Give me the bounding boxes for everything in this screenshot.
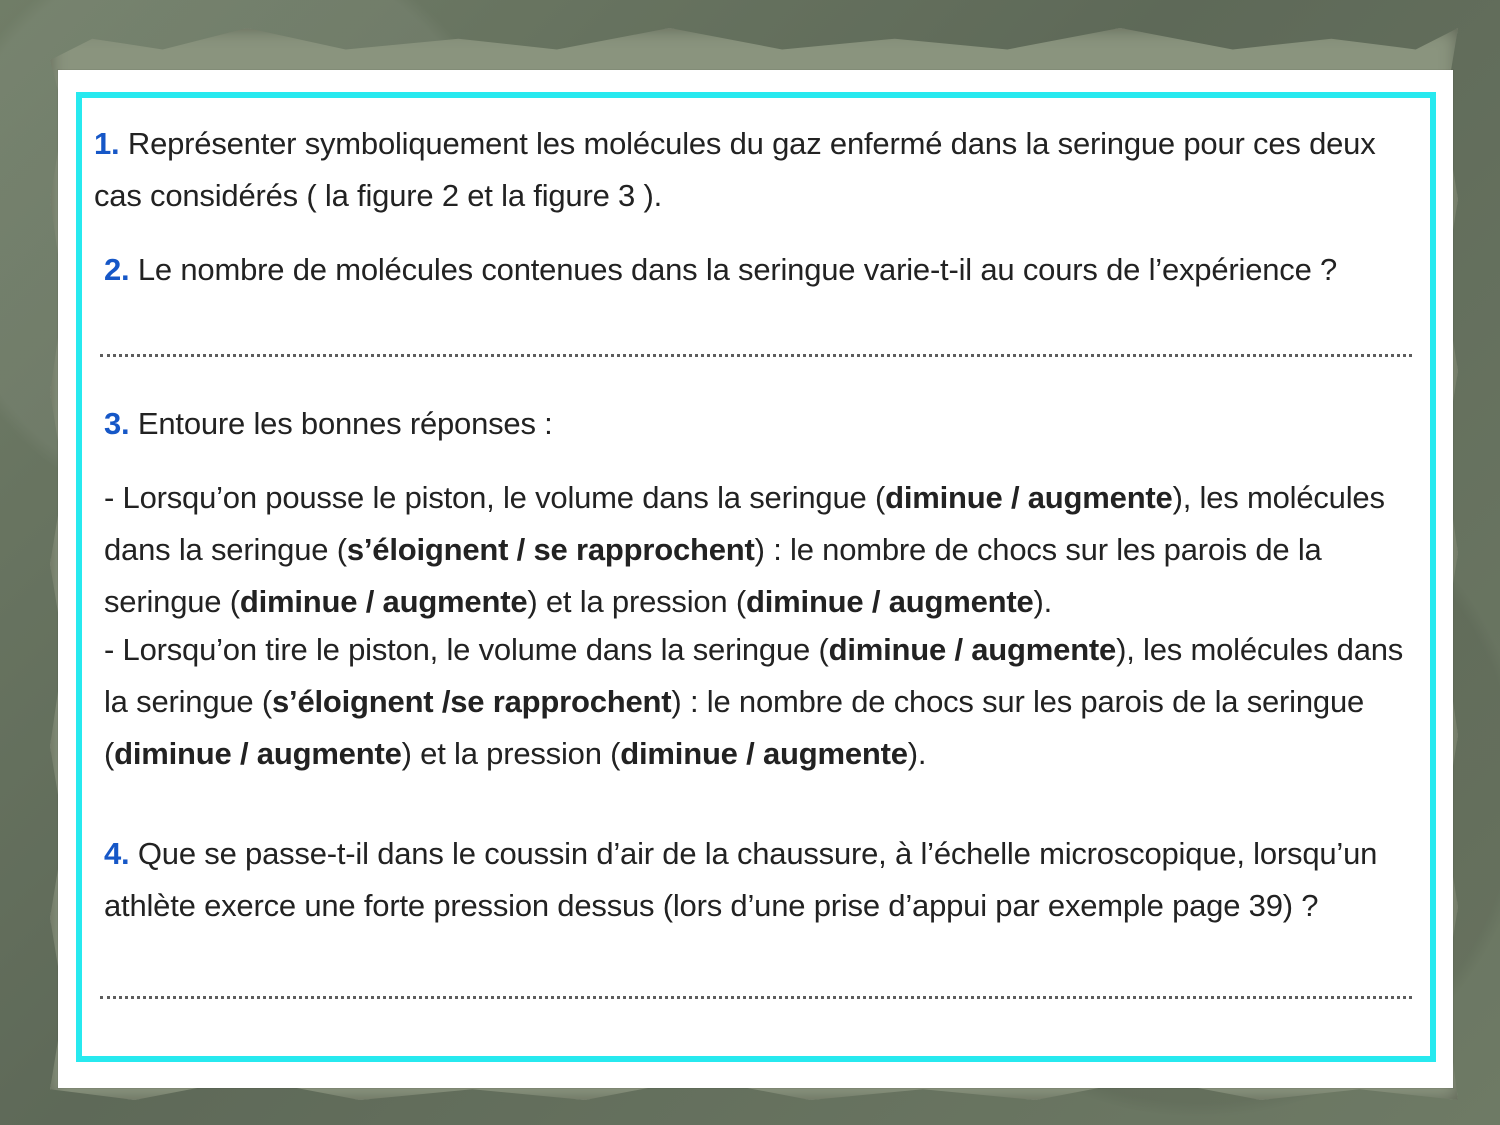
question-2-number: 2. — [104, 252, 130, 287]
bullet-2-choice-chocs: diminue / augmente — [114, 736, 402, 771]
question-3-bullet-2 — [104, 624, 1414, 780]
question-3-bullet-1 — [104, 472, 1414, 628]
bullet-1-choice-molecules: s’éloignent / se rapprochent — [346, 532, 755, 567]
bullet-2-part-e: ) : le nombre de chocs sur les parois de la seringue ( — [104, 684, 1365, 771]
question-2 — [104, 244, 1337, 296]
question-3-number: 3. — [104, 406, 130, 441]
bullet-2-part-i: ). — [907, 736, 927, 771]
question-1-text-line-1: Représenter symboliquement les molécules du gaz enfermé dans la seringue pour ces deux — [127, 126, 1376, 161]
bullet-1-part-i: ). — [1033, 584, 1053, 619]
bullet-2-part-a: - Lorsqu’on tire le piston, le volume dans la seringue ( — [104, 632, 829, 667]
bullet-1-choice-pression: diminue / augmente — [746, 584, 1034, 619]
question-1-line-1 — [94, 118, 1376, 170]
answer-line-question-4 — [100, 996, 1412, 999]
bullet-2-choice-molecules: s’éloignent /se rapprochent — [272, 684, 672, 719]
bullet-2-part-c: ), les molécules dans la seringue ( — [104, 632, 1404, 719]
question-4-text: Que se passe-t-il dans le coussin d’air de la chaussure, à l’échelle microscopique, lorsqu’un athlète exerce une forte pression dessus (lors d’une prise d’appui par exemple page 39) ? — [104, 836, 1378, 923]
bullet-2-choice-volume: diminue / augmente — [828, 632, 1117, 667]
answer-line-question-2 — [100, 354, 1412, 357]
bullet-2-part-g: ) et la pression ( — [401, 736, 621, 771]
question-3-text: Entoure les bonnes réponses : — [137, 406, 553, 441]
question-3 — [104, 398, 553, 450]
bullet-1-part-a: - Lorsqu’on pousse le piston, le volume dans la seringue ( — [104, 480, 886, 515]
bullet-1-part-c: ), les molécules dans la seringue ( — [104, 480, 1385, 567]
question-2-text: Le nombre de molécules contenues dans la seringue varie-t-il au cours de l’expérience ? — [137, 252, 1338, 287]
bullet-1-part-e: ) : le nombre de chocs sur les parois de la seringue ( — [104, 532, 1322, 619]
question-1-number: 1. — [94, 126, 120, 161]
bullet-1-choice-chocs: diminue / augmente — [239, 584, 528, 619]
worksheet-content — [94, 108, 1419, 1038]
question-4-number: 4. — [104, 836, 130, 871]
bullet-1-choice-volume: diminue / augmente — [885, 480, 1173, 515]
bullet-2-choice-pression: diminue / augmente — [620, 736, 908, 771]
question-4 — [104, 828, 1394, 932]
bullet-1-part-g: ) et la pression ( — [527, 584, 747, 619]
question-1-line-2: cas considérés ( la figure 2 et la figure 3 ). — [94, 178, 663, 213]
